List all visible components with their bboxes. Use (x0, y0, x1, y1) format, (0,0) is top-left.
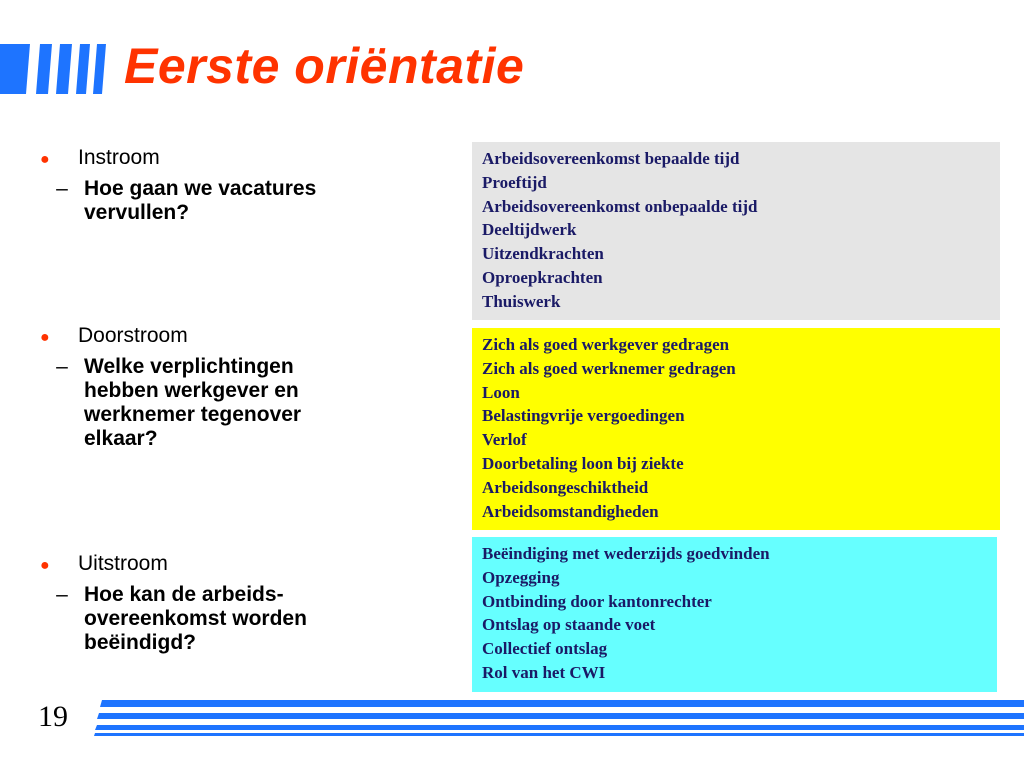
section-doorstroom (40, 323, 440, 451)
instroom-topics-box (472, 142, 1000, 320)
section-heading: Instroom (78, 146, 160, 169)
topic-item: Arbeidsovereenkomst onbepaalde tijd (482, 196, 758, 216)
page-number: 19 (38, 700, 68, 733)
topic-item: Opzegging (482, 567, 560, 587)
title-bar-4 (76, 44, 90, 94)
topic-item: Uitzendkrachten (482, 244, 604, 264)
title-decoration-bars (0, 44, 106, 94)
bullet-item (40, 551, 440, 578)
title-bar-2 (36, 44, 52, 94)
footer-decoration-bars (94, 700, 1024, 736)
topic-item: Arbeidsovereenkomst bepaalde tijd (482, 149, 740, 168)
sub-bullet-item (40, 583, 440, 655)
footer-bar-2 (97, 713, 1024, 719)
footer-bar-1 (100, 700, 1024, 707)
topic-item: Zich als goed werknemer gedragen (482, 358, 736, 378)
dash-icon: – (56, 583, 68, 606)
bullet-dot-icon: ● (40, 329, 50, 346)
bullet-item (40, 323, 440, 350)
doorstroom-topics-box (472, 328, 1000, 530)
topic-item: Rol van het CWI (482, 662, 606, 682)
dash-icon: – (56, 177, 68, 200)
topic-item: Ontbinding door kantonrechter (482, 591, 712, 611)
slide-title: Eerste oriëntatie (124, 38, 525, 94)
title-bar-1 (0, 44, 30, 94)
topic-item: Belastingvrije vergoedingen (482, 406, 685, 426)
dash-icon: – (56, 355, 68, 378)
section-question: Welke verplichtingen hebben werkgever en werknemer tegenover elkaar? (84, 355, 302, 450)
footer-bar-4 (94, 733, 1024, 736)
section-heading: Doorstroom (78, 324, 188, 347)
topic-item: Beëindiging met wederzijds goedvinden (482, 544, 770, 563)
section-uitstroom (40, 551, 440, 655)
title-bar-5 (93, 44, 106, 94)
topic-item: Zich als goed werkgever gedragen (482, 335, 730, 354)
bullet-item (40, 145, 440, 172)
bullet-dot-icon: ● (40, 557, 50, 574)
topic-item: Proeftijd (482, 172, 547, 192)
topic-item: Collectief ontslag (482, 639, 608, 659)
section-instroom (40, 145, 440, 225)
section-heading: Uitstroom (78, 552, 168, 575)
section-question: Hoe gaan we vacatures vervullen? (84, 177, 317, 224)
topic-item: Deeltijdwerk (482, 220, 577, 240)
topic-item: Arbeidsomstandigheden (482, 501, 659, 521)
title-bar-3 (56, 44, 72, 94)
topic-item: Ontslag op staande voet (482, 615, 656, 635)
topic-item: Loon (482, 382, 520, 402)
topic-item: Oproepkrachten (482, 267, 603, 287)
topic-item: Doorbetaling loon bij ziekte (482, 453, 684, 473)
topic-item: Thuiswerk (482, 291, 561, 311)
sub-bullet-item (40, 355, 440, 451)
topic-item: Arbeidsongeschiktheid (482, 477, 649, 497)
uitstroom-topics-box (472, 537, 997, 692)
sub-bullet-item (40, 177, 440, 225)
bullet-dot-icon: ● (40, 151, 50, 168)
topic-item: Verlof (482, 430, 527, 450)
footer-bar-3 (95, 725, 1024, 730)
section-question: Hoe kan de arbeids-overeenkomst worden beëindigd? (84, 583, 307, 654)
